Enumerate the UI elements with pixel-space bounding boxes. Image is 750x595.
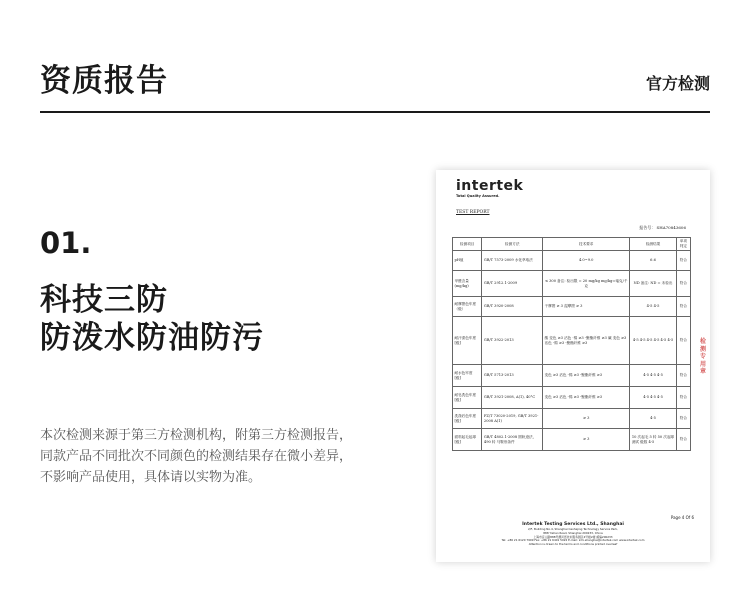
cell-verdict: 符合 [676, 409, 690, 429]
cell-result: 4-5 4-5 4-5 4-5 4-5 4-5 [630, 317, 676, 365]
cell-verdict: 符合 [676, 365, 690, 387]
cell-req: ≥ 3 [543, 409, 630, 429]
test-report-document [436, 170, 710, 562]
cell-method: GB/T 2912.1-2009 [482, 271, 543, 297]
cell-result: 10 次起毛 5 转 50 次起球测试 级数 4-5 [630, 429, 676, 451]
footer-address-cn: 上海市宜山路888号漕河泾技术服务园区4号楼2楼 邮编200233 [533, 534, 613, 539]
cell-result: 4-5 4-5 4-5 [630, 365, 676, 387]
table-row [453, 365, 691, 387]
cell-method: GB/T 5713-2013 [482, 365, 543, 387]
table-row [453, 297, 691, 317]
cell-method: GB/T 3922-2013 [482, 317, 543, 365]
cell-method: GB/T 4802.1-2008 圆轨迹法，490 转 马鞍形条件 [482, 429, 543, 451]
report-footer [436, 522, 710, 547]
report-table [452, 237, 691, 451]
header-cell: 检测项目 [453, 238, 482, 251]
cell-req: ≥ 3 [543, 429, 630, 451]
page-number: Page 4 Of 6 [670, 515, 694, 520]
official-seal: 检测专用章 [700, 338, 707, 375]
cell-item: 洗涤后色牢度 [级] [453, 409, 482, 429]
cell-result: ND 备注: ND = 未检出 [630, 271, 676, 297]
cell-req: 4.0~9.0 [543, 251, 630, 271]
header-cell: 检测方法 [482, 238, 543, 251]
logo-tagline: Total Quality Assured. [456, 194, 500, 198]
cell-verdict: 符合 [676, 387, 690, 409]
cell-item: 面料起毛起球 [级] [453, 429, 482, 451]
cell-method: GB/T 3921-2008, A(1), 40°C [482, 387, 543, 409]
cell-method: GB/T 7573-2009 水化萃取法 [482, 251, 543, 271]
cell-verdict: 符合 [676, 271, 690, 297]
cell-item: 耐皂洗色牢度 [级] [453, 387, 482, 409]
footer-contact: Tel: +86 21 6120 7999 Fax: +86 21 6401 5022 E-mail: info.shanghai@intertek.com www.intertek.com [501, 538, 645, 543]
cell-result: 4-5 4-5 [630, 297, 676, 317]
intertek-logo: intertek [456, 178, 524, 194]
table-row [453, 409, 691, 429]
cell-result: 4-5 [630, 409, 676, 429]
footer-company: Intertek Testing Services Ltd., Shanghai [522, 522, 624, 527]
table-header-row [453, 238, 691, 251]
section-heading-line2: 防泼水防油防污 [40, 320, 264, 356]
header-divider [40, 111, 710, 113]
desc-line3: 不影响产品使用，具体请以实物为准。 [40, 470, 262, 485]
cell-method: GB/T 3920-2008 [482, 297, 543, 317]
cell-verdict: 符合 [676, 429, 690, 451]
table-row [453, 251, 691, 271]
cell-item: pH值 [453, 251, 482, 271]
footer-address-1: 2/F, Building No.4, Shanghai Caohejing Technology Service Park, [527, 527, 619, 531]
table-row [453, 317, 691, 365]
desc-line1: 本次检测来源于第三方检测机构，附第三方检测报告， [40, 428, 353, 443]
cell-req: 酸 变色 ≥3 沾色 -棉 ≥3 -聚酯纤维 ≥3 碱 变色 ≥3 沾色 -棉 ≥3 -聚酯纤维 ≥3 [543, 317, 630, 365]
section-description [40, 425, 385, 488]
footer-address-2: 888 Yishan Road, Shanghai 200233, China [543, 530, 603, 535]
table-row [453, 387, 691, 409]
cell-req: 干摩擦 ≥ 3 湿摩擦 ≥ 3 [543, 297, 630, 317]
header-cell: 单项判定 [676, 238, 690, 251]
cell-item: 耐摩擦色牢度（级） [453, 297, 482, 317]
section-heading-line1: 科技三防 [40, 282, 168, 318]
cell-verdict: 符合 [676, 297, 690, 317]
section-heading [40, 281, 264, 357]
page-title: 资质报告 [40, 63, 168, 99]
cell-verdict: 符合 [676, 317, 690, 365]
cell-req: ≤ 300 备注: 检出限 = 20 mg/kg mg/kg=毫克/千克 [543, 271, 630, 297]
section-number: 01. [40, 226, 92, 260]
cell-result: 6.6 [630, 251, 676, 271]
footer-notice: Attention is drawn to the terms and conditions printed overleaf [528, 542, 618, 547]
cell-req: 变色 ≥3 沾色 -棉 ≥3 -聚酯纤维 ≥3 [543, 387, 630, 409]
cell-item: 耐水色牢度 [级] [453, 365, 482, 387]
cell-item: 耐汗渍色牢度 [级] [453, 317, 482, 365]
header-cell: 技术要求 [543, 238, 630, 251]
table-row [453, 271, 691, 297]
official-test-tag: 官方检测 [645, 74, 710, 93]
header-cell: 检测结果 [630, 238, 676, 251]
cell-verdict: 符合 [676, 251, 690, 271]
report-number: 报告号： SHA70843606 [639, 225, 686, 230]
cell-item: 甲醛含量 (mg/kg) [453, 271, 482, 297]
desc-line2: 同款产品不同批次不同颜色的检测结果存在微小差异， [40, 449, 353, 464]
test-report-label: TEST REPORT [456, 210, 490, 215]
cell-result: 4-5 4-5 4-5 [630, 387, 676, 409]
cell-method: FZ/T 73020-2019, GB/T 3921-2008 A(1) [482, 409, 543, 429]
table-row [453, 429, 691, 451]
cell-req: 变色 ≥3 沾色 -棉 ≥3 -聚酯纤维 ≥3 [543, 365, 630, 387]
